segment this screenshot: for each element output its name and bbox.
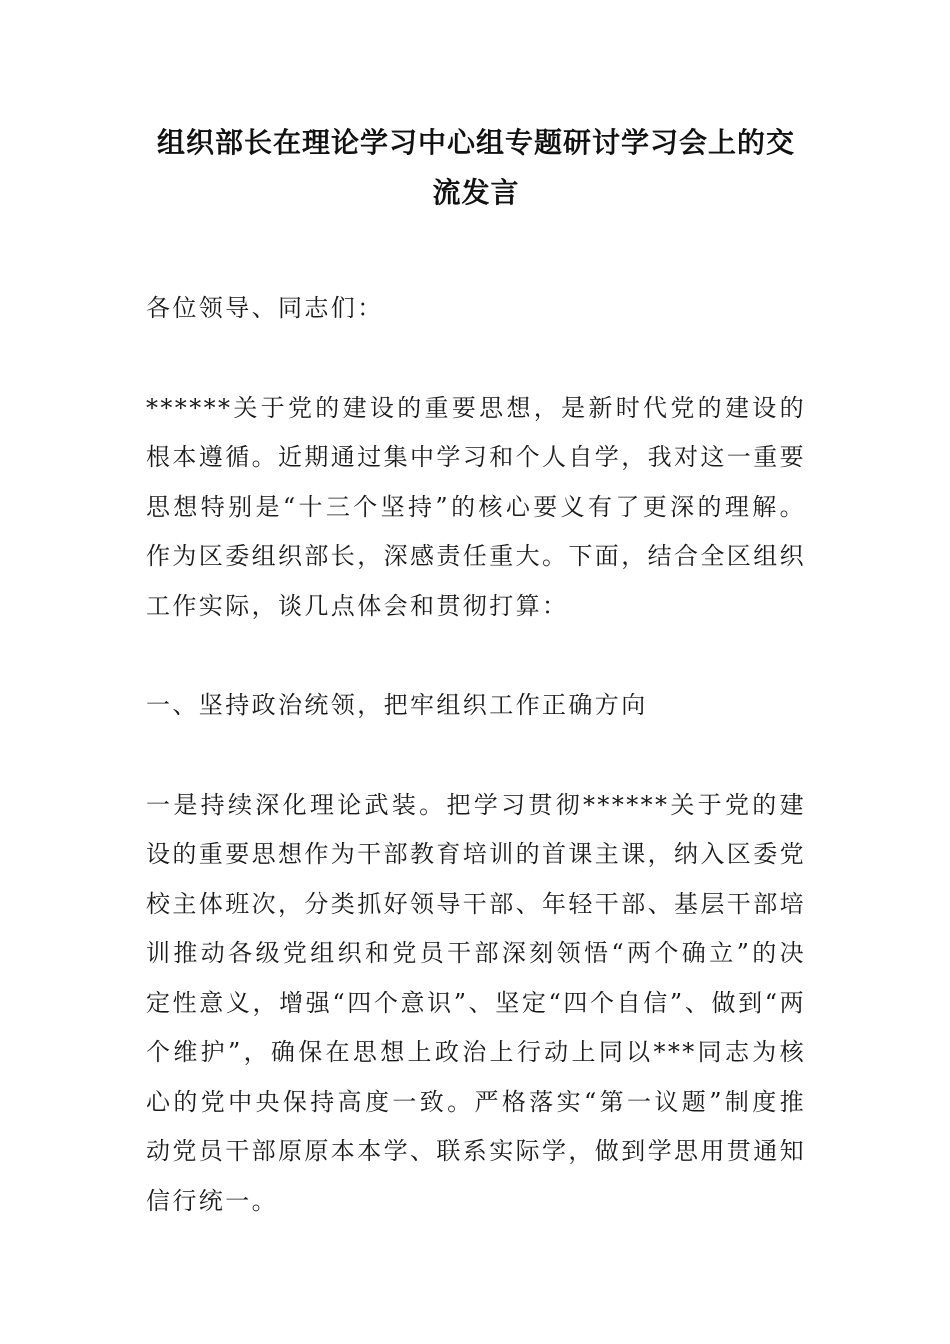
section-heading: 一、坚持政治统领，把牢组织工作正确方向 xyxy=(146,691,648,719)
intro-paragraph: ******关于党的建设的重要思想，是新时代党的建设的根本遵循。近期通过集中学习和个人自学，我对这一重要思想特别是“十三个坚持”的核心要义有了更深的理解。作为区委组织部长，深感责任重大。下面，结合全区组织工作实际，谈几点体会和贯彻打算： xyxy=(146,393,806,620)
point-one-paragraph: 一是持续深化理论武装。把学习贯彻******关于党的建设的重要思想作为干部教育培训的首课主课，纳入区委党校主体班次，分类抓好领导干部、年轻干部、基层干部培训推动各级党组织和党员干部深刻领悟“两个确立”的决定性意义，增强“四个意识”、坚定“四个自信”、做到“两个维护”，确保在思想上政治上行动上同以***同志为核心的党中央保持高度一致。严格落实“第一议题”制度推动党员干部原原本本学、联系实际学，做到学思用贯通知信行统一。 xyxy=(146,790,806,1215)
salutation: 各位领导、同志们： xyxy=(146,294,384,322)
document-title: 组织部长在理论学习中心组专题研讨学习会上的交流发言 xyxy=(156,126,795,209)
document-body xyxy=(146,118,806,1226)
